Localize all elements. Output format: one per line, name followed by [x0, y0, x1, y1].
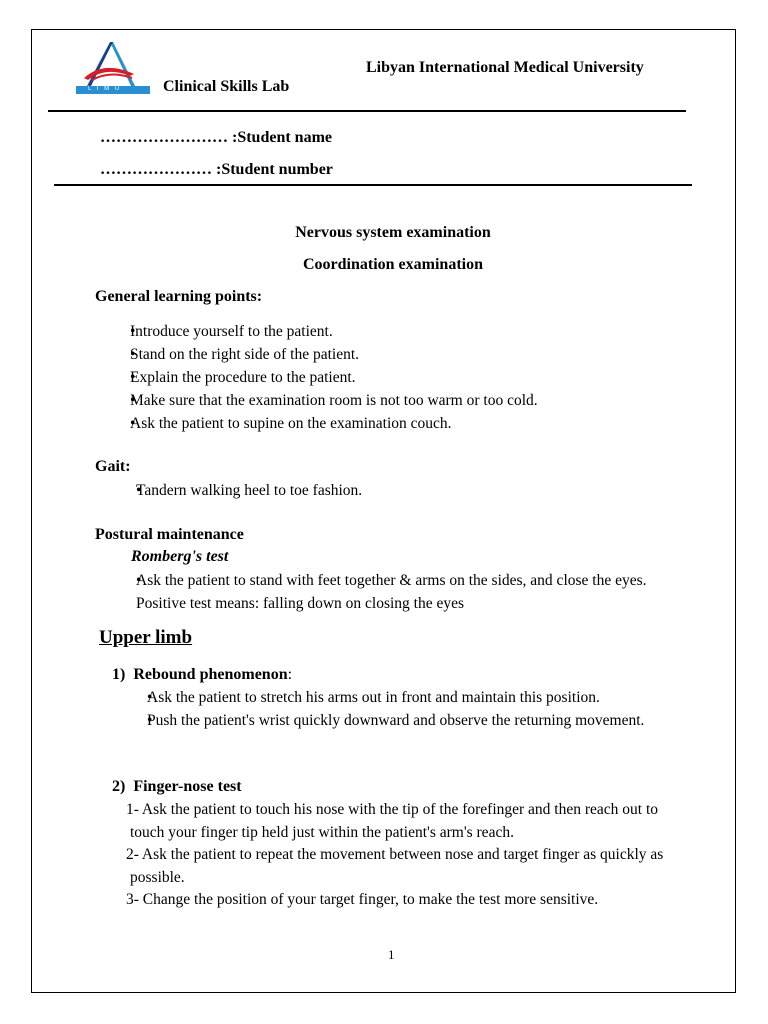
- list-item: • Ask the patient to stand with feet together & arms on the sides, and close the eyes. Positive test means: falling down on closing the eyes: [110, 569, 670, 615]
- rebound-colon: :: [287, 666, 293, 683]
- lab-name: Clinical Skills Lab: [163, 78, 290, 95]
- list-item: • Push the patient's wrist quickly downward and observe the returning movement.: [121, 709, 681, 732]
- limu-logo: [74, 40, 152, 96]
- sub-title: Coordination examination: [302, 256, 483, 273]
- list-item: 2- Ask the patient to repeat the movement between nose and target finger as quickly as possible.: [126, 846, 664, 886]
- rebound-heading: [112, 666, 292, 684]
- student-divider: [54, 184, 692, 186]
- finger-nose-number: 2): [112, 778, 126, 795]
- page-number: 1: [388, 947, 395, 962]
- finger-nose-heading: [112, 778, 242, 796]
- romberg-heading: Romberg's test: [131, 548, 229, 565]
- finger-nose-list: [126, 799, 686, 912]
- student-number-field: ………………… :Student number: [100, 161, 333, 178]
- general-list: [104, 320, 704, 435]
- rebound-number: 1): [112, 666, 126, 683]
- list-item: • Tandern walking heel to toe fashion.: [110, 479, 690, 502]
- upper-limb-heading: Upper limb: [99, 627, 193, 648]
- rebound-list: [121, 686, 681, 732]
- list-item: • Ask the patient to supine on the examination couch.: [104, 412, 704, 435]
- postural-list: [110, 569, 670, 615]
- main-title: Nervous system examination: [295, 224, 491, 241]
- gait-list: [110, 479, 690, 502]
- list-item: 1- Ask the patient to touch his nose with the tip of the forefinger and then reach out to touch your finger tip held just within the patient's arm's reach.: [126, 801, 659, 841]
- postural-heading: Postural maintenance: [95, 526, 244, 543]
- rebound-title: Rebound phenomenon: [133, 666, 288, 683]
- list-item: 3- Change the position of your target finger, to make the test more sensitive.: [126, 891, 599, 908]
- gait-heading: Gait:: [95, 458, 131, 475]
- list-item: • Introduce yourself to the patient.: [104, 320, 704, 343]
- finger-nose-title: Finger-nose test: [133, 778, 242, 795]
- list-item: • Stand on the right side of the patient.: [104, 343, 704, 366]
- list-item: • Explain the procedure to the patient.: [104, 366, 704, 389]
- logo-text: L I M U: [88, 86, 122, 92]
- list-item: • Make sure that the examination room is not too warm or too cold.: [104, 389, 704, 412]
- general-heading: General learning points:: [95, 288, 263, 305]
- list-item: • Ask the patient to stretch his arms out in front and maintain this position.: [121, 686, 681, 709]
- header-divider: [48, 110, 686, 112]
- student-name-field: …………………… :Student name: [100, 129, 333, 146]
- university-name: Libyan International Medical University: [366, 59, 644, 76]
